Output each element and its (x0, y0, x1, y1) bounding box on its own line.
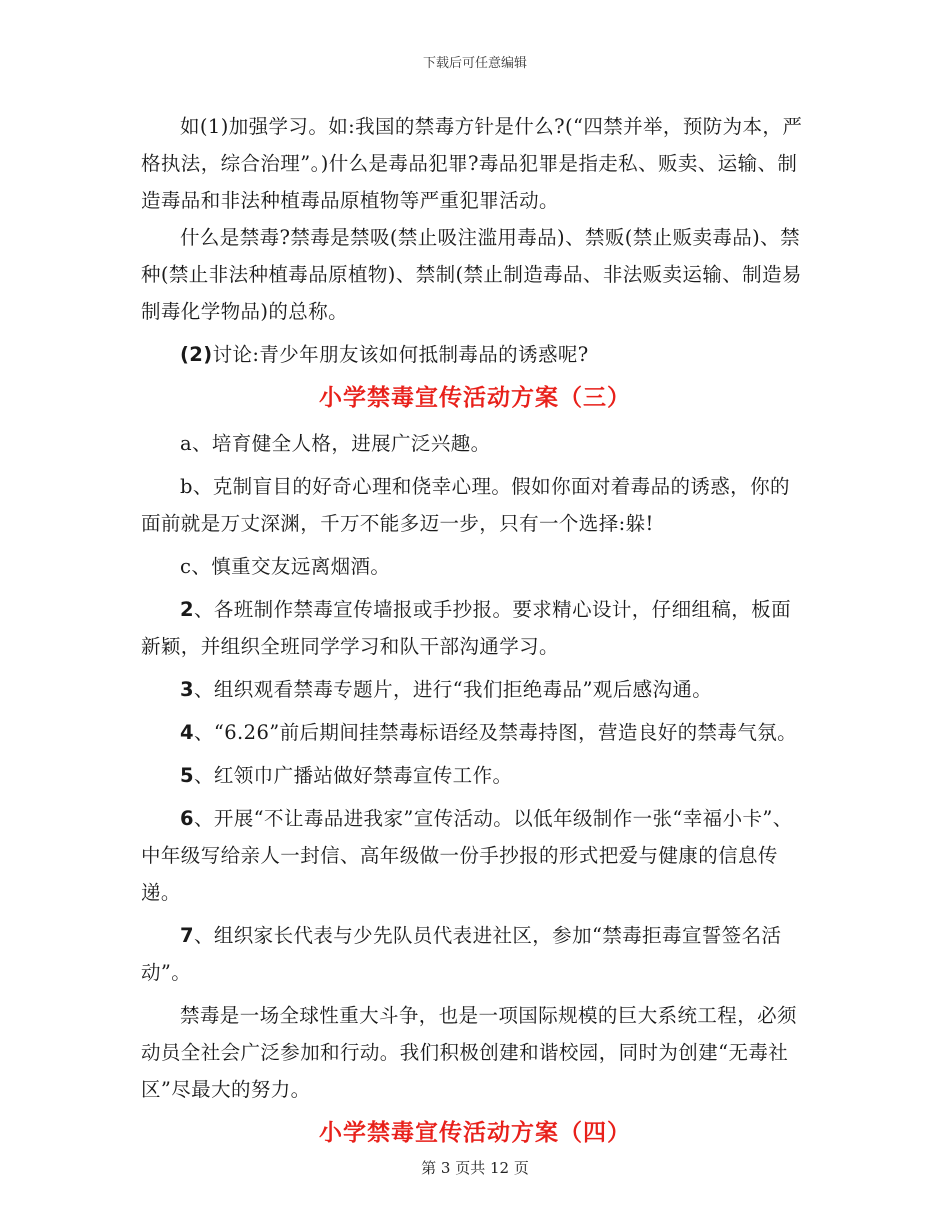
paragraph-what-is-anti-drug: 什么是禁毒?禁毒是禁吸(禁止吸注滥用毒品)、禁贩(禁止贩卖毒品)、禁种(禁止非法种植毒品原植物)、禁制(禁止制造毒品、非法贩卖运输、制造易制毒化学物品)的总称。 (141, 226, 802, 323)
item-6 (141, 800, 809, 911)
item-text: 、组织家长代表与少先队员代表进社区，参加“禁毒拒毒宣誓签名活动”。 (141, 924, 782, 984)
item-number: 2 (180, 598, 194, 621)
page-header: 下载后可任意编辑 (422, 56, 527, 71)
closing-paragraph: 禁毒是一场全球性重大斗争，也是一项国际规模的巨大系统工程，必须动员全社会广泛参加和行动。我们积极创建和谐校园，同时为创建“无毒社区”尽最大的努力。 (141, 1004, 797, 1101)
item-number: 4 (180, 721, 194, 744)
paragraph-discussion (141, 336, 809, 373)
item-4 (141, 714, 809, 751)
item-c: c、慎重交友远离烟酒。 (180, 555, 391, 578)
item-text: 、组织观看禁毒专题片，进行“我们拒绝毒品”观后感沟通。 (193, 678, 713, 701)
item-3 (141, 671, 809, 708)
item-text: 、“6.26”前后期间挂禁毒标语经及禁毒持图，营造良好的禁毒气氛。 (193, 721, 798, 744)
item-5 (141, 757, 809, 794)
paragraph-study: 如(1)加强学习。如:我国的禁毒方针是什么?(“四禁并举，预防为本，严格执法，综合治理”。)什么是毒品犯罪?毒品犯罪是指走私、贩卖、运输、制造毒品和非法种植毒品原植物等严重犯罪活动。 (141, 115, 803, 212)
item-number: 3 (180, 678, 194, 701)
discussion-number: (2) (180, 343, 213, 366)
item-2 (141, 591, 809, 665)
item-text: 、各班制作禁毒宣传墙报或手抄报。要求精心设计，仔细组稿，板面新颖，并组织全班同学学习和队干部沟通学习。 (141, 598, 791, 658)
item-7 (141, 917, 809, 991)
item-b: b、克制盲目的好奇心理和侥幸心理。假如你面对着毒品的诱惑，你的面前就是万丈深渊，千万不能多迈一步，只有一个选择:躲! (141, 475, 790, 535)
section-heading-4: 小学禁毒宣传活动方案（四） (319, 1120, 631, 1146)
item-number: 5 (180, 764, 194, 787)
item-text: 、红领巾广播站做好禁毒宣传工作。 (193, 764, 513, 787)
section-heading-3: 小学禁毒宣传活动方案（三） (319, 385, 631, 411)
item-text: 、开展“不让毒品进我家”宣传活动。以低年级制作一张“幸福小卡”、中年级写给亲人一封信、高年级做一份手抄报的形式把爱与健康的信息传递。 (141, 807, 793, 904)
page-footer: 第 3 页共 12 页 (421, 1159, 529, 1177)
item-number: 6 (180, 807, 194, 830)
item-number: 7 (180, 924, 194, 947)
item-a: a、培育健全人格，进展广泛兴趣。 (180, 432, 491, 455)
document-body (141, 108, 809, 1154)
discussion-text: 讨论:青少年朋友该如何抵制毒品的诱惑呢? (212, 343, 589, 366)
